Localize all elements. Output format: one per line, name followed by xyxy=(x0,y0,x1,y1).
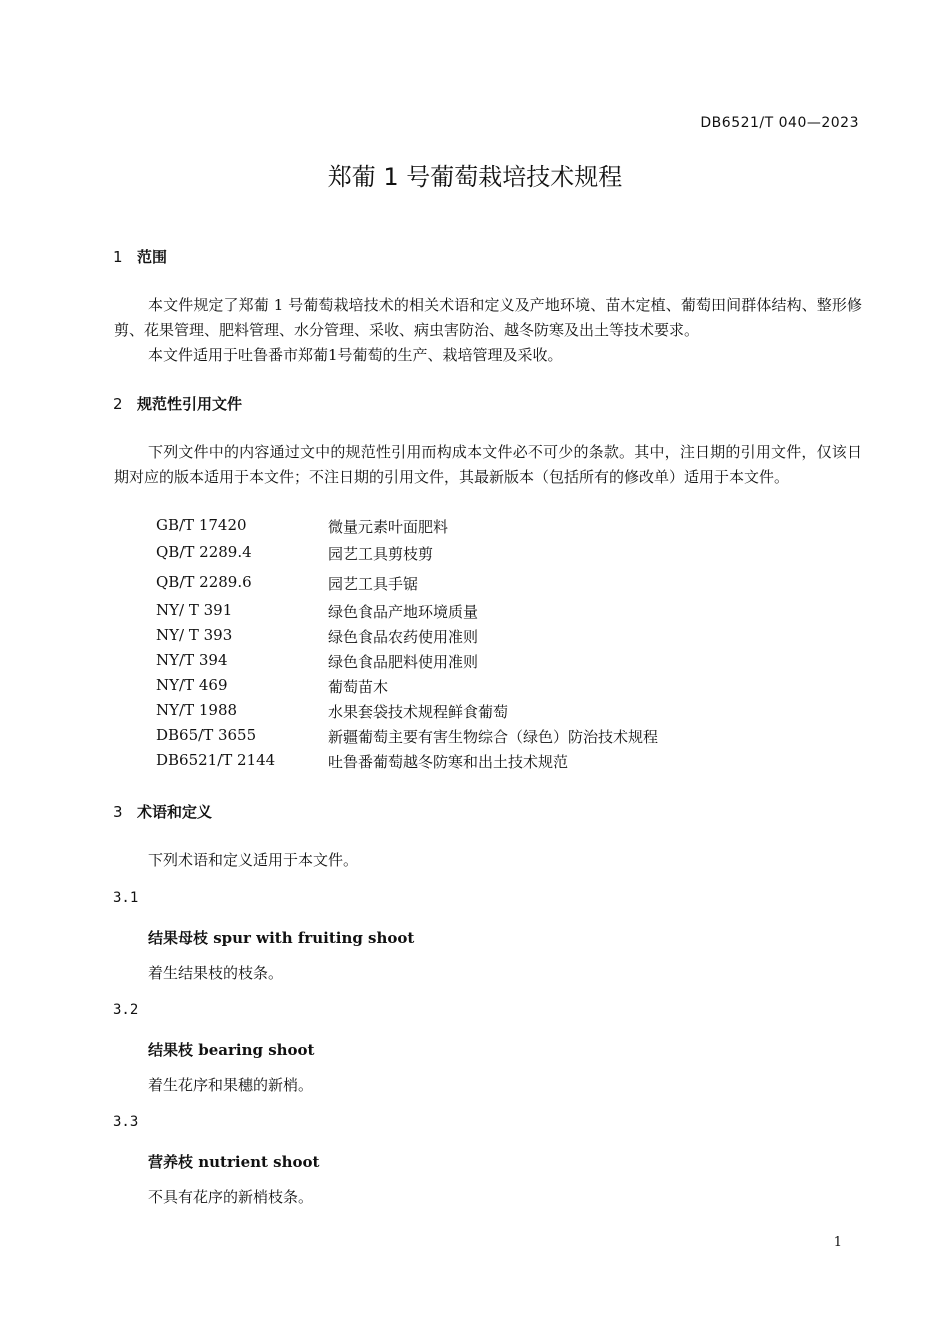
section-heading-terms xyxy=(113,801,212,822)
section-number: 3 xyxy=(113,803,123,821)
reference-code: NY/ T 391 xyxy=(156,601,233,619)
reference-code: QB/T 2289.6 xyxy=(156,573,252,591)
reference-title: 绿色食品产地环境质量 xyxy=(328,603,479,621)
term-name: 营养枝 nutrient shoot xyxy=(148,1153,320,1171)
term-definition: 不具有花序的新梢枝条。 xyxy=(148,1188,314,1206)
reference-code: DB65/T 3655 xyxy=(156,726,257,744)
section-title: 术语和定义 xyxy=(137,803,213,821)
reference-code: QB/T 2289.4 xyxy=(156,543,252,561)
section-title: 规范性引用文件 xyxy=(137,395,243,413)
reference-title: 微量元素叶面肥料 xyxy=(328,518,449,536)
terms-intro xyxy=(114,848,862,873)
normative-intro xyxy=(114,440,862,490)
paragraph: 下列术语和定义适用于本文件。 xyxy=(148,851,359,869)
term-definition: 着生花序和果穗的新梢。 xyxy=(148,1076,314,1094)
reference-code: NY/T 1988 xyxy=(156,701,238,719)
page-number: 1 xyxy=(833,1235,842,1250)
document-number: DB6521/T 040—2023 xyxy=(700,115,859,131)
reference-code: NY/T 394 xyxy=(156,651,228,669)
section-heading-scope xyxy=(113,246,167,267)
reference-title: 绿色食品肥料使用准则 xyxy=(328,653,479,671)
reference-title: 新疆葡萄主要有害生物综合（绿色）防治技术规程 xyxy=(328,728,659,746)
reference-title: 绿色食品农药使用准则 xyxy=(328,628,479,646)
clause-number: 3.3 xyxy=(113,1114,139,1130)
reference-title: 吐鲁番葡萄越冬防寒和出土技术规范 xyxy=(328,753,569,771)
reference-title: 水果套袋技术规程鲜食葡萄 xyxy=(328,703,509,721)
reference-title: 园艺工具剪枝剪 xyxy=(328,545,434,563)
reference-code: NY/ T 393 xyxy=(156,626,233,644)
paragraph: 下列文件中的内容通过文中的规范性引用而构成本文件必不可少的条款。其中，注日期的引用文件，仅该日期对应的版本适用于本文件；不注日期的引用文件，其最新版本（包括所有的修改单）适用于本文件。 xyxy=(114,443,862,486)
paragraph: 本文件规定了郑葡 1 号葡萄栽培技术的相关术语和定义及产地环境、苗木定植、葡萄田间群体结构、整形修剪、花果管理、肥料管理、水分管理、采收、病虫害防治、越冬防寒及出土等技术要求。 xyxy=(114,296,862,339)
reference-title: 园艺工具手锯 xyxy=(328,575,419,593)
section-number: 2 xyxy=(113,395,123,413)
section-title: 范围 xyxy=(137,248,168,266)
paragraph: 本文件适用于吐鲁番市郑葡1号葡萄的生产、栽培管理及采收。 xyxy=(148,346,563,364)
scope-text xyxy=(114,293,862,368)
term-name: 结果母枝 spur with fruiting shoot xyxy=(148,929,415,947)
section-heading-normative xyxy=(113,393,242,414)
reference-code: NY/T 469 xyxy=(156,676,228,694)
section-number: 1 xyxy=(113,248,123,266)
reference-code: DB6521/T 2144 xyxy=(156,751,276,769)
reference-code: GB/T 17420 xyxy=(156,516,247,534)
reference-title: 葡萄苗木 xyxy=(328,678,389,696)
document-title: 郑葡 1 号葡萄栽培技术规程 xyxy=(327,163,623,191)
term-definition: 着生结果枝的枝条。 xyxy=(148,964,284,982)
clause-number: 3.2 xyxy=(113,1002,139,1018)
term-name: 结果枝 bearing shoot xyxy=(148,1041,315,1059)
clause-number: 3.1 xyxy=(113,890,139,906)
